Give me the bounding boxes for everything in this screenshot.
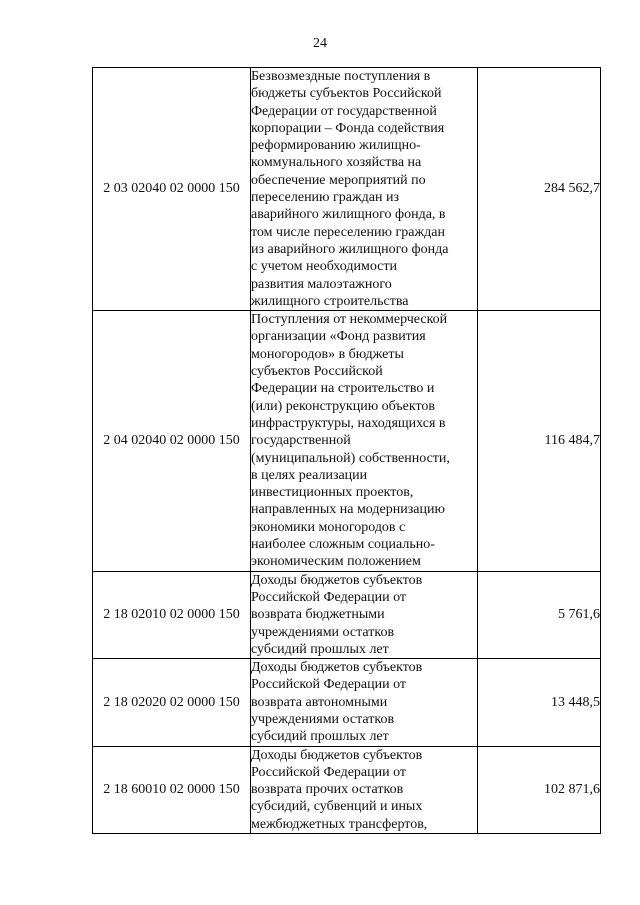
- description-line: направленных на модернизацию: [251, 502, 445, 518]
- description-line: возврата прочих остатков: [251, 782, 404, 798]
- budget-code-cell: 2 18 02010 02 0000 150: [93, 571, 251, 658]
- amount-cell: 116 484,7: [478, 311, 601, 571]
- revenue-table: [92, 67, 601, 834]
- table-row: [93, 311, 601, 571]
- description-line: Доходы бюджетов субъектов: [251, 660, 423, 676]
- description-cell: [251, 311, 478, 571]
- description-line: государственной: [251, 433, 351, 449]
- description-line: обеспечение мероприятий по: [251, 172, 426, 188]
- description-line: моногородов» в бюджеты: [251, 346, 404, 362]
- description-line: (или) реконструкцию объектов: [251, 398, 436, 414]
- description-line: Безвозмездные поступления в: [251, 69, 431, 84]
- description-line: в целях реализации: [251, 467, 368, 483]
- revenue-table-body: [93, 68, 601, 834]
- description-line: переселению граждан из: [251, 190, 399, 206]
- description-line: инвестиционных проектов,: [251, 485, 414, 501]
- page-number: 24: [313, 36, 327, 51]
- table-row: [93, 659, 601, 746]
- budget-code-cell: 2 18 02020 02 0000 150: [93, 659, 251, 746]
- description-line: (муниципальной) собственности,: [251, 450, 450, 466]
- description-line: субсидий прошлых лет: [251, 641, 389, 657]
- amount-cell: 5 761,6: [478, 571, 601, 658]
- description-line: организации «Фонд развития: [251, 329, 426, 345]
- description-cell: [251, 68, 478, 311]
- description-cell: [251, 746, 478, 833]
- description-line: развития малоэтажного: [251, 276, 392, 292]
- description-line: учреждениями остатков: [251, 624, 395, 640]
- description-line: Федерации на строительство и: [251, 381, 435, 397]
- description-line: Доходы бюджетов субъектов: [251, 747, 423, 763]
- description-line: учреждениями остатков: [251, 711, 395, 727]
- description-line: с учетом необходимости: [251, 259, 398, 275]
- description-line: возврата бюджетными: [251, 607, 385, 623]
- description-line: экономики моногородов с: [251, 519, 406, 535]
- table-row: [93, 68, 601, 311]
- description-line: инфраструктуры, находящихся в: [251, 415, 446, 431]
- description-line: Доходы бюджетов субъектов: [251, 572, 423, 588]
- description-line: Российской Федерации от: [251, 589, 407, 605]
- description-line: субсидий, субвенций и иных: [251, 799, 423, 815]
- description-line: Федерации от государственной: [251, 103, 437, 119]
- budget-code-cell: 2 04 02040 02 0000 150: [93, 311, 251, 571]
- description-line: бюджеты субъектов Российской: [251, 86, 442, 102]
- description-line: экономическим положением: [251, 554, 421, 570]
- table-row: [93, 571, 601, 658]
- description-line: реформированию жилищно-: [251, 138, 421, 154]
- description-line: межбюджетных трансфертов,: [251, 816, 428, 832]
- amount-cell: 13 448,5: [478, 659, 601, 746]
- description-line: Российской Федерации от: [251, 677, 407, 693]
- description-line: корпорации – Фонда содействия: [251, 120, 445, 136]
- description-line: субсидий прошлых лет: [251, 729, 389, 745]
- description-line: коммунального хозяйства на: [251, 155, 422, 171]
- description-line: возврата автономными: [251, 694, 388, 710]
- description-line: из аварийного жилищного фонда: [251, 241, 449, 257]
- description-line: Российской Федерации от: [251, 764, 407, 780]
- description-line: наиболее сложным социально-: [251, 537, 435, 553]
- budget-code-cell: 2 03 02040 02 0000 150: [93, 68, 251, 311]
- description-line: субъектов Российской: [251, 364, 383, 380]
- description-line: жилищного строительства: [251, 293, 409, 309]
- description-cell: [251, 571, 478, 658]
- table-row: [93, 746, 601, 833]
- amount-cell: 284 562,7: [478, 68, 601, 311]
- description-line: том числе переселению граждан: [251, 224, 445, 240]
- budget-code-cell: 2 18 60010 02 0000 150: [93, 746, 251, 833]
- description-line: аварийного жилищного фонда, в: [251, 207, 446, 223]
- amount-cell: 102 871,6: [478, 746, 601, 833]
- description-line: Поступления от некоммерческой: [251, 312, 448, 328]
- description-cell: [251, 659, 478, 746]
